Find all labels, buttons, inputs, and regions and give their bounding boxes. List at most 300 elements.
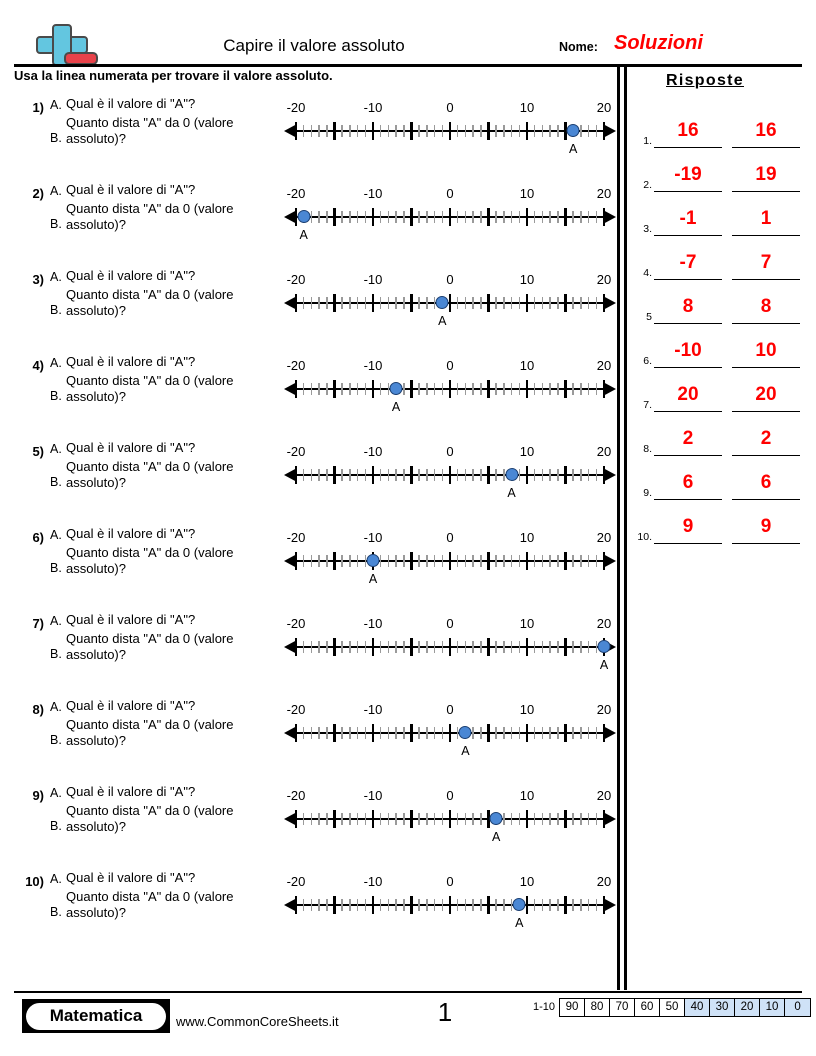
number-line-point-a[interactable] <box>505 468 518 481</box>
number-line-labels <box>282 616 618 634</box>
number-line-minor-tick <box>395 727 397 739</box>
answer-blank-absolute[interactable] <box>732 381 800 412</box>
part-letter-a: A. <box>50 872 62 886</box>
grading-scale-cell[interactable]: 40 <box>685 999 710 1016</box>
number-line-minor-tick <box>388 555 390 567</box>
number-line-minor-tick <box>480 899 482 911</box>
number-line-minor-tick <box>341 641 343 653</box>
number-line-minor-tick <box>326 211 328 223</box>
problem-part-a <box>50 354 280 372</box>
number-line-minor-tick <box>534 469 536 481</box>
number-line-minor-tick <box>588 211 590 223</box>
number-line-major-tick <box>487 208 489 226</box>
number-line-major-tick <box>295 896 297 914</box>
number-line-minor-tick <box>311 727 313 739</box>
number-line-minor-tick <box>572 383 574 395</box>
answer-blank-absolute[interactable] <box>732 205 800 236</box>
number-line-tick-label: 20 <box>596 874 612 889</box>
number-line-major-tick <box>564 810 566 828</box>
number-line-major-tick <box>333 466 335 484</box>
answer-blank-value[interactable] <box>654 293 722 324</box>
number-line-major-tick <box>333 896 335 914</box>
answer-row <box>632 236 808 280</box>
number-line-major-tick <box>449 724 451 742</box>
answer-row <box>632 280 808 324</box>
answer-blank-value[interactable] <box>654 205 722 236</box>
number-line-major-tick <box>603 810 605 828</box>
number-line-minor-tick <box>580 641 582 653</box>
number-line-minor-tick <box>380 469 382 481</box>
number-line-minor-tick <box>557 813 559 825</box>
number-line-minor-tick <box>303 727 305 739</box>
part-text-a: Qual è il valore di "A"? <box>66 526 196 541</box>
number-line-tick-label: -10 <box>363 100 383 115</box>
number-line-tick-label: 10 <box>519 100 535 115</box>
grading-scale-cell[interactable]: 30 <box>710 999 735 1016</box>
number-line-major-tick <box>333 380 335 398</box>
number-line-major-tick <box>526 724 528 742</box>
number-line-major-tick <box>372 294 374 312</box>
part-letter-b: B. <box>50 217 62 231</box>
number-line-minor-tick <box>357 899 359 911</box>
number-line-minor-tick <box>418 727 420 739</box>
number-line-minor-tick <box>588 727 590 739</box>
part-text-a: Qual è il valore di "A"? <box>66 96 196 111</box>
number-line-minor-tick <box>311 297 313 309</box>
problem-parts <box>50 354 280 405</box>
number-line-minor-tick <box>503 899 505 911</box>
answer-blank-absolute[interactable] <box>732 249 800 280</box>
number-line-minor-tick <box>426 383 428 395</box>
number-line-minor-tick <box>542 469 544 481</box>
number-line-minor-tick <box>549 641 551 653</box>
number-line-point-a[interactable] <box>567 124 580 137</box>
number-line-axis <box>282 722 618 758</box>
number-line-minor-tick <box>380 813 382 825</box>
number-line-tick-label: 10 <box>519 702 535 717</box>
number-line-minor-tick <box>434 727 436 739</box>
number-line-major-tick <box>564 466 566 484</box>
number-line-point-a[interactable] <box>436 296 449 309</box>
answer-blank-value[interactable] <box>654 381 722 412</box>
number-line-minor-tick <box>434 469 436 481</box>
number-line-minor-tick <box>341 899 343 911</box>
grading-scale-cell[interactable]: 0 <box>785 999 810 1016</box>
number-line-minor-tick <box>472 125 474 137</box>
number-line-minor-tick <box>503 383 505 395</box>
number-line-major-tick <box>295 810 297 828</box>
number-line-minor-tick <box>426 555 428 567</box>
number-line-minor-tick <box>388 813 390 825</box>
answer-row <box>632 500 808 544</box>
number-line-minor-tick <box>472 727 474 739</box>
number-line-minor-tick <box>349 297 351 309</box>
number-line-minor-tick <box>395 641 397 653</box>
answer-value: 2 <box>682 428 694 449</box>
number-line-minor-tick <box>311 125 313 137</box>
number-line-minor-tick <box>465 813 467 825</box>
answer-blank-value[interactable] <box>654 249 722 280</box>
number-line-minor-tick <box>495 469 497 481</box>
problem-part-a <box>50 612 280 630</box>
answer-value: 10 <box>755 340 777 361</box>
problem-item <box>14 612 614 698</box>
number-line-minor-tick <box>418 125 420 137</box>
number-line-minor-tick <box>542 899 544 911</box>
number-line-minor-tick <box>542 383 544 395</box>
number-line-major-tick <box>603 552 605 570</box>
number-line-tick-label: -20 <box>286 702 306 717</box>
number-line-point-label: A <box>438 314 447 328</box>
number-line-minor-tick <box>495 211 497 223</box>
grading-scale-cell[interactable]: 50 <box>660 999 685 1016</box>
number-line-minor-tick <box>426 727 428 739</box>
answer-blank-absolute[interactable] <box>732 337 800 368</box>
number-line-minor-tick <box>303 125 305 137</box>
problem-number: 4) <box>32 358 44 373</box>
number-line-minor-tick <box>588 899 590 911</box>
number-line-tick-label: 10 <box>519 444 535 459</box>
number-line-minor-tick <box>534 641 536 653</box>
part-letter-b: B. <box>50 733 62 747</box>
number-line-minor-tick <box>418 641 420 653</box>
answer-blank-absolute[interactable] <box>732 425 800 456</box>
grading-scale-cell[interactable]: 20 <box>735 999 760 1016</box>
problem-part-b <box>50 631 280 663</box>
answer-blank-absolute[interactable] <box>732 513 800 544</box>
number-line-minor-tick <box>519 469 521 481</box>
number-line-minor-tick <box>596 555 598 567</box>
number-line-minor-tick <box>457 125 459 137</box>
part-letter-a: A. <box>50 184 62 198</box>
number-line-minor-tick <box>349 211 351 223</box>
number-line-major-tick <box>372 724 374 742</box>
number-line-minor-tick <box>403 641 405 653</box>
site-url: www.CommonCoreSheets.it <box>176 1014 339 1029</box>
number-line-minor-tick <box>557 555 559 567</box>
number-line-major-tick <box>295 122 297 140</box>
number-line-tick-label: 0 <box>446 702 454 717</box>
number-line-minor-tick <box>380 899 382 911</box>
number-line-major-tick <box>295 380 297 398</box>
number-line-major-tick <box>333 122 335 140</box>
answer-blank-value[interactable] <box>654 117 722 148</box>
number-line-minor-tick <box>557 641 559 653</box>
number-line-minor-tick <box>465 469 467 481</box>
number-line-minor-tick <box>549 469 551 481</box>
number-line-minor-tick <box>503 297 505 309</box>
number-line-tick-label: 20 <box>596 186 612 201</box>
footer-divider <box>14 991 802 993</box>
number-line-minor-tick <box>318 211 320 223</box>
number-line-minor-tick <box>341 297 343 309</box>
number-line-minor-tick <box>495 727 497 739</box>
number-line-major-tick <box>410 810 412 828</box>
number-line-major-tick <box>333 552 335 570</box>
number-line-major-tick <box>526 810 528 828</box>
number-line-minor-tick <box>303 383 305 395</box>
answer-value: 2 <box>760 428 772 449</box>
page-title: Capire il valore assoluto <box>223 36 405 55</box>
number-line-point-a[interactable] <box>490 812 503 825</box>
number-line-minor-tick <box>326 383 328 395</box>
number-line-minor-tick <box>395 813 397 825</box>
instruction-text: Usa la linea numerata per trovare il valore assoluto. <box>14 68 333 83</box>
number-line-minor-tick <box>549 555 551 567</box>
number-line-major-tick <box>410 638 412 656</box>
problem-parts <box>50 96 280 147</box>
number-line-minor-tick <box>349 469 351 481</box>
number-line-minor-tick <box>349 813 351 825</box>
number-line-minor-tick <box>442 125 444 137</box>
number-line-minor-tick <box>318 469 320 481</box>
number-line <box>282 358 618 414</box>
number-line-major-tick <box>410 552 412 570</box>
number-line-minor-tick <box>341 727 343 739</box>
number-line-minor-tick <box>341 125 343 137</box>
number-line-minor-tick <box>542 813 544 825</box>
number-line-minor-tick <box>495 125 497 137</box>
number-line-point-a[interactable] <box>367 554 380 567</box>
name-label: Nome: <box>559 40 598 54</box>
problem-parts <box>50 698 280 749</box>
part-text-b: Quanto dista "A" da 0 (valore assoluto)? <box>66 201 234 232</box>
number-line-minor-tick <box>495 899 497 911</box>
number-line-minor-tick <box>357 641 359 653</box>
number-line-major-tick <box>526 208 528 226</box>
part-letter-b: B. <box>50 475 62 489</box>
answer-row-number: 10. <box>637 531 652 543</box>
number-line-minor-tick <box>442 727 444 739</box>
answer-row <box>632 192 808 236</box>
number-line-minor-tick <box>380 297 382 309</box>
number-line-minor-tick <box>395 297 397 309</box>
number-line-tick-label: 0 <box>446 358 454 373</box>
number-line-minor-tick <box>365 125 367 137</box>
problem-item <box>14 354 614 440</box>
number-line-major-tick <box>295 638 297 656</box>
number-line-minor-tick <box>534 297 536 309</box>
problem-parts <box>50 440 280 491</box>
number-line-tick-label: 10 <box>519 358 535 373</box>
number-line-minor-tick <box>596 211 598 223</box>
answer-row <box>632 104 808 148</box>
number-line-minor-tick <box>388 297 390 309</box>
answer-blank-absolute[interactable] <box>732 117 800 148</box>
problem-number: 3) <box>32 272 44 287</box>
answer-value: 1 <box>760 208 772 229</box>
number-line-minor-tick <box>549 211 551 223</box>
number-line-major-tick <box>333 208 335 226</box>
grading-scale-cells <box>559 998 811 1017</box>
number-line-minor-tick <box>326 813 328 825</box>
number-line-minor-tick <box>349 125 351 137</box>
number-line-minor-tick <box>403 383 405 395</box>
number-line-minor-tick <box>395 211 397 223</box>
number-line-labels <box>282 358 618 376</box>
answer-blank-absolute[interactable] <box>732 293 800 324</box>
number-line-major-tick <box>410 896 412 914</box>
number-line-minor-tick <box>596 297 598 309</box>
grading-scale-cell[interactable]: 60 <box>635 999 660 1016</box>
number-line-minor-tick <box>418 555 420 567</box>
problem-number: 7) <box>32 616 44 631</box>
number-line-point-a[interactable] <box>459 726 472 739</box>
number-line-minor-tick <box>472 383 474 395</box>
problem-part-b <box>50 545 280 577</box>
problem-part-b <box>50 717 280 749</box>
number-line-point-a[interactable] <box>297 210 310 223</box>
number-line-axis <box>282 550 618 586</box>
number-line-minor-tick <box>380 641 382 653</box>
number-line-major-tick <box>564 294 566 312</box>
number-line-minor-tick <box>588 125 590 137</box>
answer-blank-value[interactable] <box>654 513 722 544</box>
number-line-minor-tick <box>303 899 305 911</box>
problem-part-a <box>50 268 280 286</box>
number-line-major-tick <box>410 122 412 140</box>
number-line-minor-tick <box>442 641 444 653</box>
number-line-major-tick <box>603 208 605 226</box>
problem-part-a <box>50 526 280 544</box>
number-line-minor-tick <box>457 383 459 395</box>
number-line-minor-tick <box>534 211 536 223</box>
number-line-minor-tick <box>572 297 574 309</box>
part-text-b: Quanto dista "A" da 0 (valore assoluto)? <box>66 287 234 318</box>
number-line-minor-tick <box>557 211 559 223</box>
part-text-b: Quanto dista "A" da 0 (valore assoluto)? <box>66 373 234 404</box>
number-line-minor-tick <box>557 125 559 137</box>
number-line-point-a[interactable] <box>598 640 611 653</box>
number-line-major-tick <box>564 724 566 742</box>
grading-scale-cell[interactable]: 10 <box>760 999 785 1016</box>
number-line-minor-tick <box>457 211 459 223</box>
answer-value: 6 <box>682 472 694 493</box>
number-line-tick-label: 0 <box>446 616 454 631</box>
answer-row-number: 3. <box>643 223 652 235</box>
answer-blank-value[interactable] <box>654 337 722 368</box>
problem-parts <box>50 182 280 233</box>
part-text-a: Qual è il valore di "A"? <box>66 784 196 799</box>
number-line-major-tick <box>487 552 489 570</box>
answer-blank-value[interactable] <box>654 425 722 456</box>
number-line-minor-tick <box>357 211 359 223</box>
number-line-minor-tick <box>341 211 343 223</box>
number-line-point-a[interactable] <box>513 898 526 911</box>
answer-blank-value[interactable] <box>654 161 722 192</box>
number-line-tick-label: 20 <box>596 444 612 459</box>
answer-row-number: 5 <box>646 311 652 323</box>
number-line-major-tick <box>526 122 528 140</box>
number-line-minor-tick <box>534 125 536 137</box>
number-line-minor-tick <box>357 813 359 825</box>
number-line-minor-tick <box>542 297 544 309</box>
number-line-minor-tick <box>580 125 582 137</box>
number-line-tick-label: 20 <box>596 530 612 545</box>
number-line-major-tick <box>372 896 374 914</box>
number-line-minor-tick <box>311 813 313 825</box>
part-text-b: Quanto dista "A" da 0 (valore assoluto)? <box>66 115 234 146</box>
number-line-minor-tick <box>465 125 467 137</box>
number-line-major-tick <box>449 810 451 828</box>
part-text-a: Qual è il valore di "A"? <box>66 870 196 885</box>
grading-scale-cell[interactable]: 90 <box>560 999 585 1016</box>
number-line-major-tick <box>526 552 528 570</box>
problem-parts <box>50 526 280 577</box>
problem-item <box>14 268 614 354</box>
number-line-minor-tick <box>472 899 474 911</box>
part-letter-a: A. <box>50 356 62 370</box>
number-line-tick-label: 0 <box>446 186 454 201</box>
number-line-tick-label: -10 <box>363 186 383 201</box>
number-line-minor-tick <box>511 641 513 653</box>
grading-scale-cell[interactable]: 80 <box>585 999 610 1016</box>
part-text-b: Quanto dista "A" da 0 (valore assoluto)? <box>66 631 234 662</box>
number-line-minor-tick <box>403 125 405 137</box>
number-line-point-a[interactable] <box>390 382 403 395</box>
number-line-tick-label: 10 <box>519 272 535 287</box>
answer-blank-absolute[interactable] <box>732 469 800 500</box>
number-line-minor-tick <box>426 125 428 137</box>
number-line-minor-tick <box>472 297 474 309</box>
number-line-minor-tick <box>388 641 390 653</box>
problem-part-a <box>50 784 280 802</box>
part-letter-b: B. <box>50 131 62 145</box>
number-line-minor-tick <box>465 899 467 911</box>
number-line-minor-tick <box>534 555 536 567</box>
number-line-tick-label: -10 <box>363 530 383 545</box>
number-line-minor-tick <box>519 297 521 309</box>
number-line-minor-tick <box>418 383 420 395</box>
answer-value: 19 <box>755 164 777 185</box>
part-letter-a: A. <box>50 442 62 456</box>
number-line-minor-tick <box>572 555 574 567</box>
number-line-minor-tick <box>580 727 582 739</box>
number-line-major-tick <box>295 466 297 484</box>
number-line-major-tick <box>295 724 297 742</box>
number-line-minor-tick <box>341 555 343 567</box>
number-line-minor-tick <box>403 555 405 567</box>
number-line-minor-tick <box>457 555 459 567</box>
number-line-labels <box>282 530 618 548</box>
number-line-minor-tick <box>580 813 582 825</box>
number-line-point-label: A <box>368 572 378 586</box>
part-letter-a: A. <box>50 700 62 714</box>
number-line-minor-tick <box>588 555 590 567</box>
number-line-major-tick <box>449 122 451 140</box>
part-letter-b: B. <box>50 561 62 575</box>
answer-blank-value[interactable] <box>654 469 722 500</box>
number-line-minor-tick <box>503 555 505 567</box>
number-line-minor-tick <box>557 469 559 481</box>
number-line-minor-tick <box>519 211 521 223</box>
number-line-major-tick <box>410 466 412 484</box>
number-line-minor-tick <box>365 727 367 739</box>
part-text-b: Quanto dista "A" da 0 (valore assoluto)? <box>66 545 234 576</box>
number-line-labels <box>282 100 618 118</box>
number-line-axis <box>282 292 618 328</box>
number-line-minor-tick <box>365 211 367 223</box>
number-line-minor-tick <box>580 555 582 567</box>
number-line-point-label: A <box>492 830 501 844</box>
problem-part-b <box>50 115 280 147</box>
grading-scale-cell[interactable]: 70 <box>610 999 635 1016</box>
answer-blank-absolute[interactable] <box>732 161 800 192</box>
number-line-minor-tick <box>465 297 467 309</box>
number-line-tick-label: -20 <box>286 616 306 631</box>
number-line-major-tick <box>526 466 528 484</box>
number-line-minor-tick <box>442 813 444 825</box>
